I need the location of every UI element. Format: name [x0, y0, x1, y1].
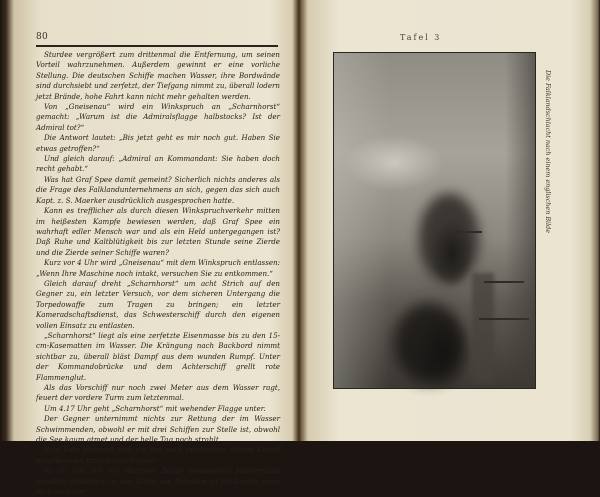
paragraph: „Scharnhorst“ liegt als eine zerfetzte Eisenmasse bis zu den 15-cm-Kasematten im Wasser. Die Krängung nach Backbord nimmt sichtbar zu, überall bläst Dampf aus dem wunden Rumpf. Unter der Kommandobrücke und dem Achterschiff grellt rote Flammenglut. — [36, 330, 280, 382]
photo-caption: Die Falklandschlacht nach einem englischen Bilde — [544, 70, 552, 233]
paragraph: Und gleich darauf: „Admiral an Kommandant: Sie haben doch recht gehabt.“ — [36, 154, 280, 174]
paragraph: Kurz vor 4 Uhr wird „Gneisenau“ mit dem Winkspruch entlassen: „Wenn Ihre Maschine noch intakt, versuchen Sie zu entkommen.“ — [36, 258, 280, 278]
page-number: 80 — [36, 32, 49, 42]
paragraph: Um 4.17 Uhr geht „Scharnhorst“ mit wehender Flagge unter. — [44, 403, 266, 413]
paragraph: Die Antwort lautet: „Bis jetzt geht es mir noch gut. Haben Sie etwas getroffen?“ — [36, 133, 280, 153]
paragraph: Als das Vorschiff nur noch zwei Meter aus dem Wasser ragt, feuert der vordere Turm zum letztenmal. — [36, 383, 280, 403]
photo-ship-hull — [472, 273, 494, 383]
photo-smoke — [419, 193, 479, 283]
plate-label: Tafel 3 — [400, 33, 442, 42]
paragraph: Sturdee vergrößert zum drittenmal die Entfernung, um seinen Vorteil wahrzunehmen. Außerdem gewinnt er eine vorliche Stellung. Die deutschen Schiffe machen Wasser, ihre Bordwände sind durchsiebt und zerfetzt, der Tiefgang nimmt zu, überall lodern jetzt Brände, hohe Fahrt kann nicht mehr gehalten werden. — [36, 50, 280, 101]
paragraph: Der Gegner unternimmt nichts zur Rettung der im Wasser Schwimmenden, obwohl er mit drei Schiffen zur Stelle ist, obwohl die See kaum atmet und der helle Tag noch strahlt. — [36, 414, 280, 445]
paragraph: Gleich darauf dreht „Scharnhorst“ um acht Strich auf den Gegner zu, ein letzter Versuch, vor dem sicheren Untergang die Torpedowaffe zum Tragen zu bringen; ein letzter Kameradschaftsdienst, das Schwesterschiff durch den eigenen vollen Einsatz zu entlasten. — [36, 278, 280, 330]
paragraph: Von „Gneisenau“ wird ein Winkspruch an „Scharnhorst“ gemacht: „Warum ist die Admiralsflagge halbstocks? Ist der Admiral tot?“ — [36, 102, 280, 132]
paragraph: So ist uns nur ein stummer Zeuge bewiesenen Heldenmuts erhalten geblieben: an der Küste von Brasilien ist die Leiche eines Matrosen der — [36, 466, 280, 497]
photo-water — [334, 53, 389, 388]
paragraph: Kann es trefflicher als durch diesen Winkspruchverkehr mitten im heißesten Kampfe bewiesen werden, daß Graf Spee ein wahrhaft edler Mensch war und als ein Held untergegangen ist? Daß Ruhe und Kaltblütigkeit bis zur letzten Stunde seine Zierde und die Zierde seiner Schiffe waren? — [36, 206, 280, 257]
photo-shade — [505, 53, 535, 388]
photo-mast — [454, 231, 482, 233]
photo-smoke — [394, 303, 464, 383]
body-text — [36, 50, 280, 497]
header-rule — [36, 45, 278, 47]
paragraph: Kein Bote kümmert sich um den noch erbitterten, zähem Kampf unterlegenen ritterlichen Gegner. — [36, 445, 280, 465]
battle-photograph — [334, 53, 535, 388]
paragraph: Was hat Graf Spee damit gemeint? Sicherlich nichts anderes als die Frage des Falklandunternehmens an sich, gegen das sich auch Kapt. z. S. Maerker ausdrücklich ausgesprochen hatte. — [36, 174, 280, 205]
